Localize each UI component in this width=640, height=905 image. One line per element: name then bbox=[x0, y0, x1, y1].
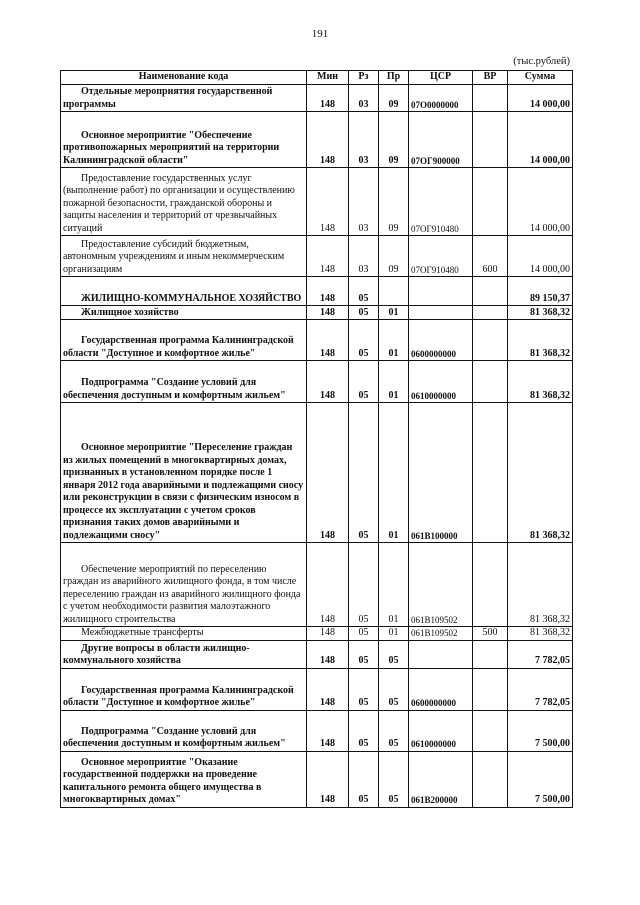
cell-sum: 89 150,37 bbox=[508, 277, 573, 306]
cell-name: Основное мероприятие "Переселение граждан из жилых помещений в многоквартирных домах, признанных в установленном порядке после 1 января 2012 года аварийными и подлежащими сносу или реконструкции в связи с физическим износом в процессе их эксплуатации с учетом сроков признания таких домов аварийными и подлежащими сносу" bbox=[61, 403, 307, 543]
table-row bbox=[61, 320, 573, 361]
cell-rz: 05 bbox=[349, 277, 379, 306]
table-row bbox=[61, 668, 573, 710]
cell-csr: 07ОГ910480 bbox=[409, 168, 473, 236]
cell-name: ЖИЛИЩНО-КОММУНАЛЬНОЕ ХОЗЯЙСТВО bbox=[61, 277, 307, 306]
cell-rz: 03 bbox=[349, 85, 379, 112]
cell-pr: 01 bbox=[379, 627, 409, 641]
cell-min: 148 bbox=[307, 627, 349, 641]
cell-vr bbox=[473, 403, 508, 543]
cell-vr bbox=[473, 361, 508, 403]
cell-pr: 01 bbox=[379, 306, 409, 320]
table-row bbox=[61, 361, 573, 403]
table-row bbox=[61, 277, 573, 306]
cell-min: 148 bbox=[307, 710, 349, 751]
cell-rz: 05 bbox=[349, 306, 379, 320]
cell-name: Отдельные мероприятия государственной программы bbox=[61, 85, 307, 112]
cell-vr bbox=[473, 277, 508, 306]
cell-name: Обеспечение мероприятий по переселению граждан из аварийного жилищного фонда, в том числе переселению граждан из аварийного жилищного фонда с учетом необходимости развития малоэтажного жилищного строительства bbox=[61, 543, 307, 627]
cell-sum: 81 368,32 bbox=[508, 543, 573, 627]
cell-csr: 0610000000 bbox=[409, 710, 473, 751]
cell-vr bbox=[473, 306, 508, 320]
cell-rz: 03 bbox=[349, 236, 379, 277]
cell-csr: 0600000000 bbox=[409, 320, 473, 361]
cell-csr: 07ОГ900000 bbox=[409, 112, 473, 168]
table-row bbox=[61, 112, 573, 168]
cell-pr: 01 bbox=[379, 361, 409, 403]
cell-pr: 09 bbox=[379, 168, 409, 236]
cell-rz: 05 bbox=[349, 403, 379, 543]
cell-sum: 14 000,00 bbox=[508, 112, 573, 168]
cell-vr bbox=[473, 112, 508, 168]
cell-name: Государственная программа Калининградской области "Доступное и комфортное жилье" bbox=[61, 668, 307, 710]
cell-pr: 05 bbox=[379, 640, 409, 668]
cell-csr bbox=[409, 277, 473, 306]
cell-csr: 07О0000000 bbox=[409, 85, 473, 112]
cell-vr bbox=[473, 320, 508, 361]
cell-sum: 81 368,32 bbox=[508, 361, 573, 403]
cell-name: Межбюджетные трансферты bbox=[61, 627, 307, 641]
cell-rz: 05 bbox=[349, 627, 379, 641]
table-row bbox=[61, 543, 573, 627]
cell-csr: 061В109502 bbox=[409, 543, 473, 627]
cell-csr: 061В109502 bbox=[409, 627, 473, 641]
cell-min: 148 bbox=[307, 361, 349, 403]
cell-rz: 05 bbox=[349, 751, 379, 807]
header-csr: ЦСР bbox=[409, 71, 473, 85]
cell-pr: 09 bbox=[379, 112, 409, 168]
table-header-row bbox=[61, 71, 573, 85]
cell-sum: 81 368,32 bbox=[508, 306, 573, 320]
table-row bbox=[61, 710, 573, 751]
cell-sum: 7 500,00 bbox=[508, 751, 573, 807]
cell-vr bbox=[473, 668, 508, 710]
cell-min: 148 bbox=[307, 403, 349, 543]
cell-min: 148 bbox=[307, 277, 349, 306]
table-row bbox=[61, 751, 573, 807]
table-row bbox=[61, 85, 573, 112]
cell-csr bbox=[409, 306, 473, 320]
cell-min: 148 bbox=[307, 85, 349, 112]
cell-pr: 01 bbox=[379, 543, 409, 627]
cell-rz: 05 bbox=[349, 320, 379, 361]
cell-rz: 05 bbox=[349, 710, 379, 751]
cell-rz: 05 bbox=[349, 361, 379, 403]
cell-rz: 03 bbox=[349, 112, 379, 168]
cell-name: Жилищное хозяйство bbox=[61, 306, 307, 320]
cell-vr bbox=[473, 640, 508, 668]
cell-vr bbox=[473, 543, 508, 627]
header-vr: ВР bbox=[473, 71, 508, 85]
table-row bbox=[61, 306, 573, 320]
cell-vr bbox=[473, 85, 508, 112]
cell-name: Основное мероприятие "Оказание государственной поддержки на проведение капитального ремонта общего имущества в многоквартирных домах" bbox=[61, 751, 307, 807]
header-pr: Пр bbox=[379, 71, 409, 85]
cell-rz: 03 bbox=[349, 168, 379, 236]
cell-csr: 0600000000 bbox=[409, 668, 473, 710]
cell-name: Предоставление государственных услуг (выполнение работ) по организации и осуществлению пожарной безопасности, гражданской обороны и защиты населения и территорий от чрезвычайных ситуаций bbox=[61, 168, 307, 236]
cell-sum: 7 782,05 bbox=[508, 668, 573, 710]
cell-sum: 14 000,00 bbox=[508, 168, 573, 236]
cell-pr: 09 bbox=[379, 236, 409, 277]
cell-min: 148 bbox=[307, 668, 349, 710]
header-rz: Рз bbox=[349, 71, 379, 85]
cell-sum: 7 500,00 bbox=[508, 710, 573, 751]
cell-sum: 81 368,32 bbox=[508, 320, 573, 361]
cell-csr bbox=[409, 640, 473, 668]
cell-pr: 05 bbox=[379, 751, 409, 807]
cell-rz: 05 bbox=[349, 668, 379, 710]
cell-pr: 01 bbox=[379, 320, 409, 361]
cell-name: Основное мероприятие "Обеспечение противопожарных мероприятий на территории Калининградской области" bbox=[61, 112, 307, 168]
header-min: Мин bbox=[307, 71, 349, 85]
budget-table bbox=[60, 70, 573, 808]
page-number: 191 bbox=[311, 28, 329, 40]
cell-csr: 061В200000 bbox=[409, 751, 473, 807]
cell-min: 148 bbox=[307, 543, 349, 627]
cell-name: Другие вопросы в области жилищно-коммунального хозяйства bbox=[61, 640, 307, 668]
cell-vr bbox=[473, 710, 508, 751]
cell-min: 148 bbox=[307, 236, 349, 277]
table-row bbox=[61, 627, 573, 641]
table-row bbox=[61, 640, 573, 668]
cell-min: 148 bbox=[307, 320, 349, 361]
cell-vr: 500 bbox=[473, 627, 508, 641]
cell-sum: 14 000,00 bbox=[508, 236, 573, 277]
cell-vr: 600 bbox=[473, 236, 508, 277]
cell-csr: 07ОГ910480 bbox=[409, 236, 473, 277]
cell-name: Предоставление субсидий бюджетным, автономным учреждениям и иным некоммерческим организациям bbox=[61, 236, 307, 277]
cell-pr: 01 bbox=[379, 403, 409, 543]
cell-min: 148 bbox=[307, 168, 349, 236]
cell-rz: 05 bbox=[349, 543, 379, 627]
cell-pr bbox=[379, 277, 409, 306]
cell-min: 148 bbox=[307, 751, 349, 807]
cell-sum: 81 368,32 bbox=[508, 403, 573, 543]
cell-csr: 061В100000 bbox=[409, 403, 473, 543]
cell-name: Государственная программа Калининградской области "Доступное и комфортное жилье" bbox=[61, 320, 307, 361]
cell-min: 148 bbox=[307, 306, 349, 320]
table-row bbox=[61, 168, 573, 236]
cell-name: Подпрограмма "Создание условий для обеспечения доступным и комфортным жильем" bbox=[61, 361, 307, 403]
header-name: Наименование кода bbox=[61, 71, 307, 85]
cell-rz: 05 bbox=[349, 640, 379, 668]
table-body bbox=[61, 85, 573, 808]
cell-min: 148 bbox=[307, 112, 349, 168]
cell-sum: 7 782,05 bbox=[508, 640, 573, 668]
cell-name: Подпрограмма "Создание условий для обеспечения доступным и комфортным жильем" bbox=[61, 710, 307, 751]
cell-min: 148 bbox=[307, 640, 349, 668]
cell-vr bbox=[473, 751, 508, 807]
cell-pr: 05 bbox=[379, 668, 409, 710]
table-row bbox=[61, 403, 573, 543]
cell-vr bbox=[473, 168, 508, 236]
cell-pr: 09 bbox=[379, 85, 409, 112]
table-row bbox=[61, 236, 573, 277]
cell-pr: 05 bbox=[379, 710, 409, 751]
units-label: (тыс.рублей) bbox=[513, 56, 570, 67]
cell-sum: 81 368,32 bbox=[508, 627, 573, 641]
cell-sum: 14 000,00 bbox=[508, 85, 573, 112]
header-sum: Сумма bbox=[508, 71, 573, 85]
cell-csr: 0610000000 bbox=[409, 361, 473, 403]
